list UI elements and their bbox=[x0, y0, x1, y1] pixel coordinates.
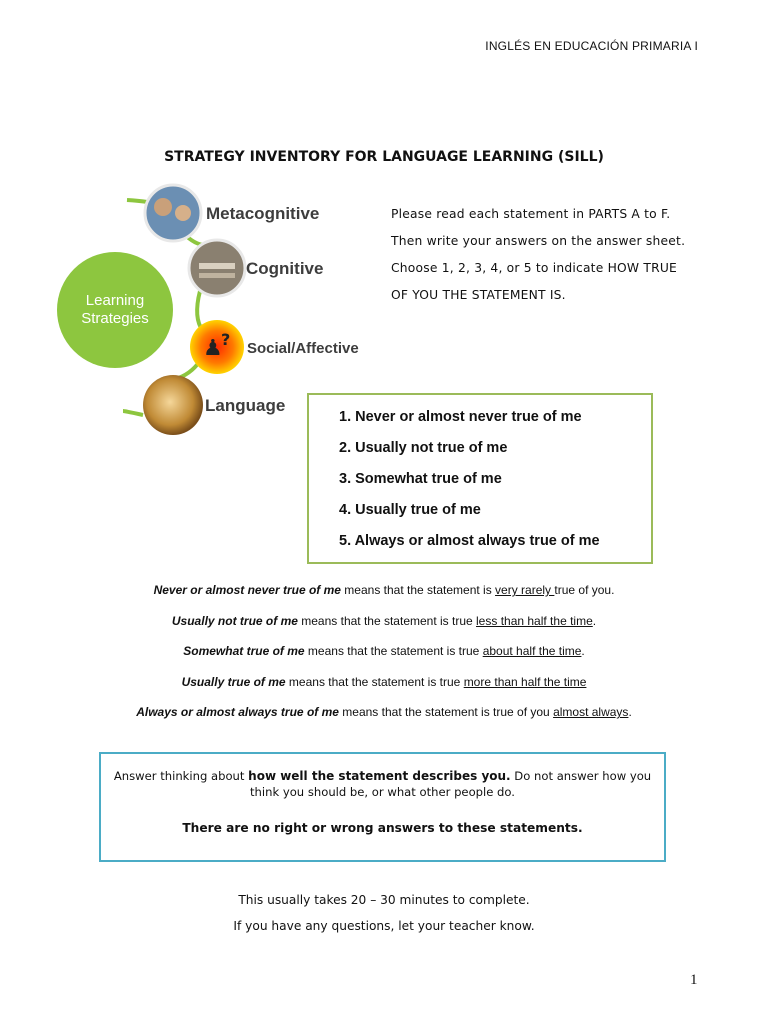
note-strong: how well the statement describes you. bbox=[248, 769, 511, 783]
answer-note-box bbox=[99, 752, 666, 862]
branch-label-social-affective: Social/Affective bbox=[247, 340, 359, 357]
meaning-key: almost always bbox=[553, 705, 629, 720]
svg-text:♟: ♟ bbox=[203, 336, 223, 361]
footer-line: If you have any questions, let your teacher know. bbox=[233, 919, 535, 933]
footer-line: This usually takes 20 – 30 minutes to complete. bbox=[238, 893, 530, 907]
meaning-line bbox=[0, 641, 768, 672]
meaning-term: Usually true of me bbox=[181, 674, 286, 689]
center-label-line1: Learning bbox=[85, 292, 145, 309]
meaning-term: Always or almost always true of me bbox=[136, 705, 339, 720]
instruction-line: Then write your answers on the answer sheet. bbox=[391, 234, 686, 248]
meaning-text: means that the statement is true bbox=[304, 644, 483, 659]
meaning-line bbox=[0, 580, 768, 611]
branch-label-cognitive: Cognitive bbox=[246, 259, 324, 278]
rating-scale-item: 3. Somewhat true of me bbox=[339, 471, 502, 487]
instruction-line: OF YOU THE STATEMENT IS. bbox=[391, 288, 566, 302]
meaning-text: means that the statement is true bbox=[297, 613, 477, 628]
metacognitive-photo bbox=[145, 185, 201, 241]
center-label-line2: Strategies bbox=[81, 310, 149, 327]
meaning-term: Somewhat true of me bbox=[183, 644, 305, 659]
meaning-line bbox=[0, 672, 768, 703]
meaning-end: true of you. bbox=[554, 583, 615, 597]
instructions bbox=[391, 201, 691, 309]
rating-scale-item: 4. Usually true of me bbox=[339, 502, 481, 518]
branch-label-language: Language bbox=[205, 396, 286, 415]
footer-text bbox=[0, 887, 768, 939]
meaning-key: more than half the time bbox=[463, 674, 587, 689]
meaning-end: . bbox=[581, 644, 585, 659]
note-line2: There are no right or wrong answers to these statements. bbox=[182, 821, 583, 835]
page-number: 1 bbox=[690, 972, 698, 988]
meaning-end: . bbox=[628, 705, 632, 720]
rating-scale-list bbox=[339, 409, 651, 564]
meaning-key: less than half the time bbox=[476, 613, 593, 628]
meaning-text: means that the statement is true bbox=[285, 674, 464, 689]
rating-scale-box bbox=[307, 393, 653, 564]
rating-scale-item: 1. Never or almost never true of me bbox=[339, 409, 582, 425]
language-photo bbox=[143, 375, 203, 435]
instruction-line: Please read each statement in PARTS A to F. bbox=[391, 207, 671, 221]
meaning-key: very rarely bbox=[495, 583, 555, 597]
meaning-term: Never or almost never true of me bbox=[153, 583, 341, 597]
meaning-key: about half the time bbox=[482, 644, 582, 659]
meaning-line bbox=[0, 702, 768, 733]
meaning-end: . bbox=[592, 613, 597, 628]
svg-text:?: ? bbox=[221, 330, 231, 349]
rating-scale-item: 5. Always or almost always true of me bbox=[339, 533, 600, 549]
note-post: Do not answer how you think you should be, or what other people do. bbox=[249, 769, 652, 799]
page-title: STRATEGY INVENTORY FOR LANGUAGE LEARNING (SILL) bbox=[164, 149, 604, 165]
instruction-line: Choose 1, 2, 3, 4, or 5 to indicate HOW TRUE bbox=[391, 261, 677, 275]
branch-label-metacognitive: Metacognitive bbox=[206, 204, 320, 223]
note-pre: Answer thinking about bbox=[113, 769, 249, 783]
meaning-term: Usually not true of me bbox=[171, 613, 298, 628]
note-line1 bbox=[101, 768, 664, 800]
scale-meanings bbox=[0, 580, 768, 733]
meaning-text: means that the statement is bbox=[340, 583, 496, 597]
running-header: INGLÉS EN EDUCACIÓN PRIMARIA I bbox=[485, 39, 698, 53]
meaning-line bbox=[0, 611, 768, 642]
meaning-text: means that the statement is true of you bbox=[338, 705, 554, 720]
connector-arc bbox=[123, 411, 143, 415]
rating-scale-item: 2. Usually not true of me bbox=[339, 440, 508, 456]
